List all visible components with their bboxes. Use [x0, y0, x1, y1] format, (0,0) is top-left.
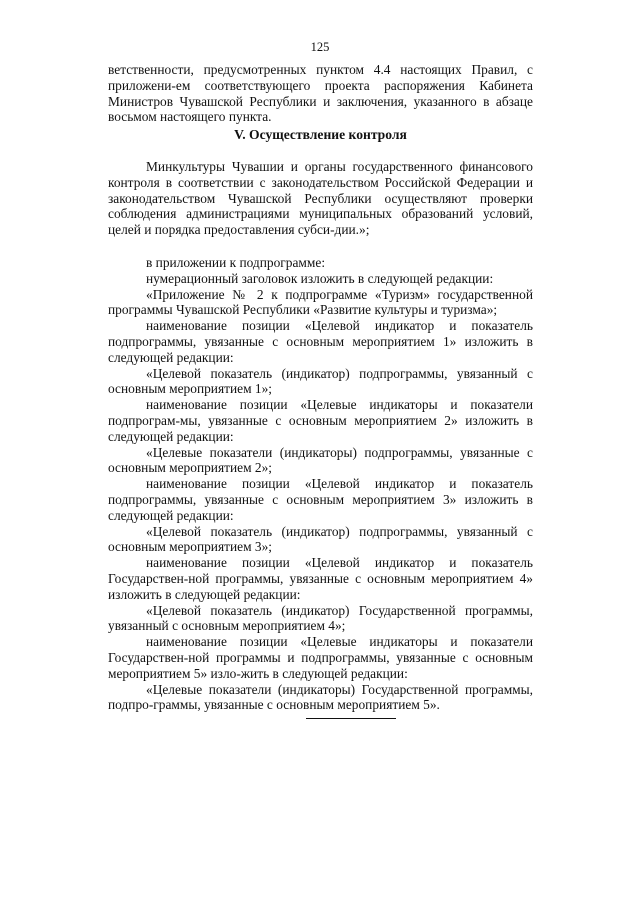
- end-separator-line: [306, 718, 396, 719]
- page-number: 125: [310, 40, 330, 54]
- amendment-paragraph: «Целевые показатели (индикаторы) подпрограммы, увязанные с основным мероприятием 2»;: [108, 444, 533, 476]
- section-heading: V. Осуществление контроля: [234, 127, 407, 142]
- intro-paragraph-block: [108, 62, 533, 125]
- amendment-paragraph: наименование позиции «Целевой индикатор и показатель подпрограммы, увязанные с основным мероприятием 1» изложить в следующей редакции:: [108, 318, 533, 365]
- amendment-paragraph: наименование позиции «Целевой индикатор и показатель подпрограммы, увязанные с основным мероприятием 3» изложить в следующей редакции:: [108, 476, 533, 523]
- section-body: [108, 159, 533, 238]
- section-paragraph: Минкультуры Чувашии и органы государственного финансового контроля в соответствии с законодательством Российской Федерации и законодательством Чувашской Республики осуществляют проверки соблюдения администрациями муниципальных образований условий, целей и порядка предоставления субси-дии.»;: [108, 159, 533, 238]
- amendment-paragraph: «Целевой показатель (индикатор) подпрограммы, увязанный с основным мероприятием 3»;: [108, 523, 533, 555]
- amendment-paragraph: наименование позиции «Целевые индикаторы и показатели подпрограм-мы, увязанные с основным мероприятием 2» изложить в следующей редакции:: [108, 397, 533, 444]
- amendment-paragraph: «Приложение № 2 к подпрограмме «Туризм» государственной программы Чувашской Республики «Развитие культуры и туризма»;: [108, 286, 533, 318]
- amendment-paragraph: наименование позиции «Целевой индикатор и показатель Государствен-ной программы, увязанные с основным мероприятием 4» изложить в следующей редакции:: [108, 555, 533, 602]
- intro-paragraph: ветственности, предусмотренных пунктом 4.4 настоящих Правил, с приложени-ем соответствующего проекта распоряжения Кабинета Министров Чувашской Республики и заключения, указанного в абзаце восьмом настоящего пункта.: [108, 62, 533, 125]
- amendment-paragraph: «Целевой показатель (индикатор) Государственной программы, увязанный с основным мероприятием 4»;: [108, 602, 533, 634]
- amendment-paragraph: наименование позиции «Целевые индикаторы и показатели Государствен-ной программы и подпрограммы, увязанные с основным мероприятием 5» изло-жить в следующей редакции:: [108, 634, 533, 681]
- amendment-paragraph: в приложении к подпрограмме:: [146, 255, 326, 270]
- amendment-paragraph: нумерационный заголовок изложить в следующей редакции:: [146, 270, 494, 286]
- amendment-list: [108, 255, 533, 713]
- amendment-paragraph: «Целевые показатели (индикаторы) Государственной программы, подпро-граммы, увязанные с основным мероприятием 5».: [108, 681, 533, 713]
- amendment-paragraph: «Целевой показатель (индикатор) подпрограммы, увязанный с основным мероприятием 1»;: [108, 365, 533, 397]
